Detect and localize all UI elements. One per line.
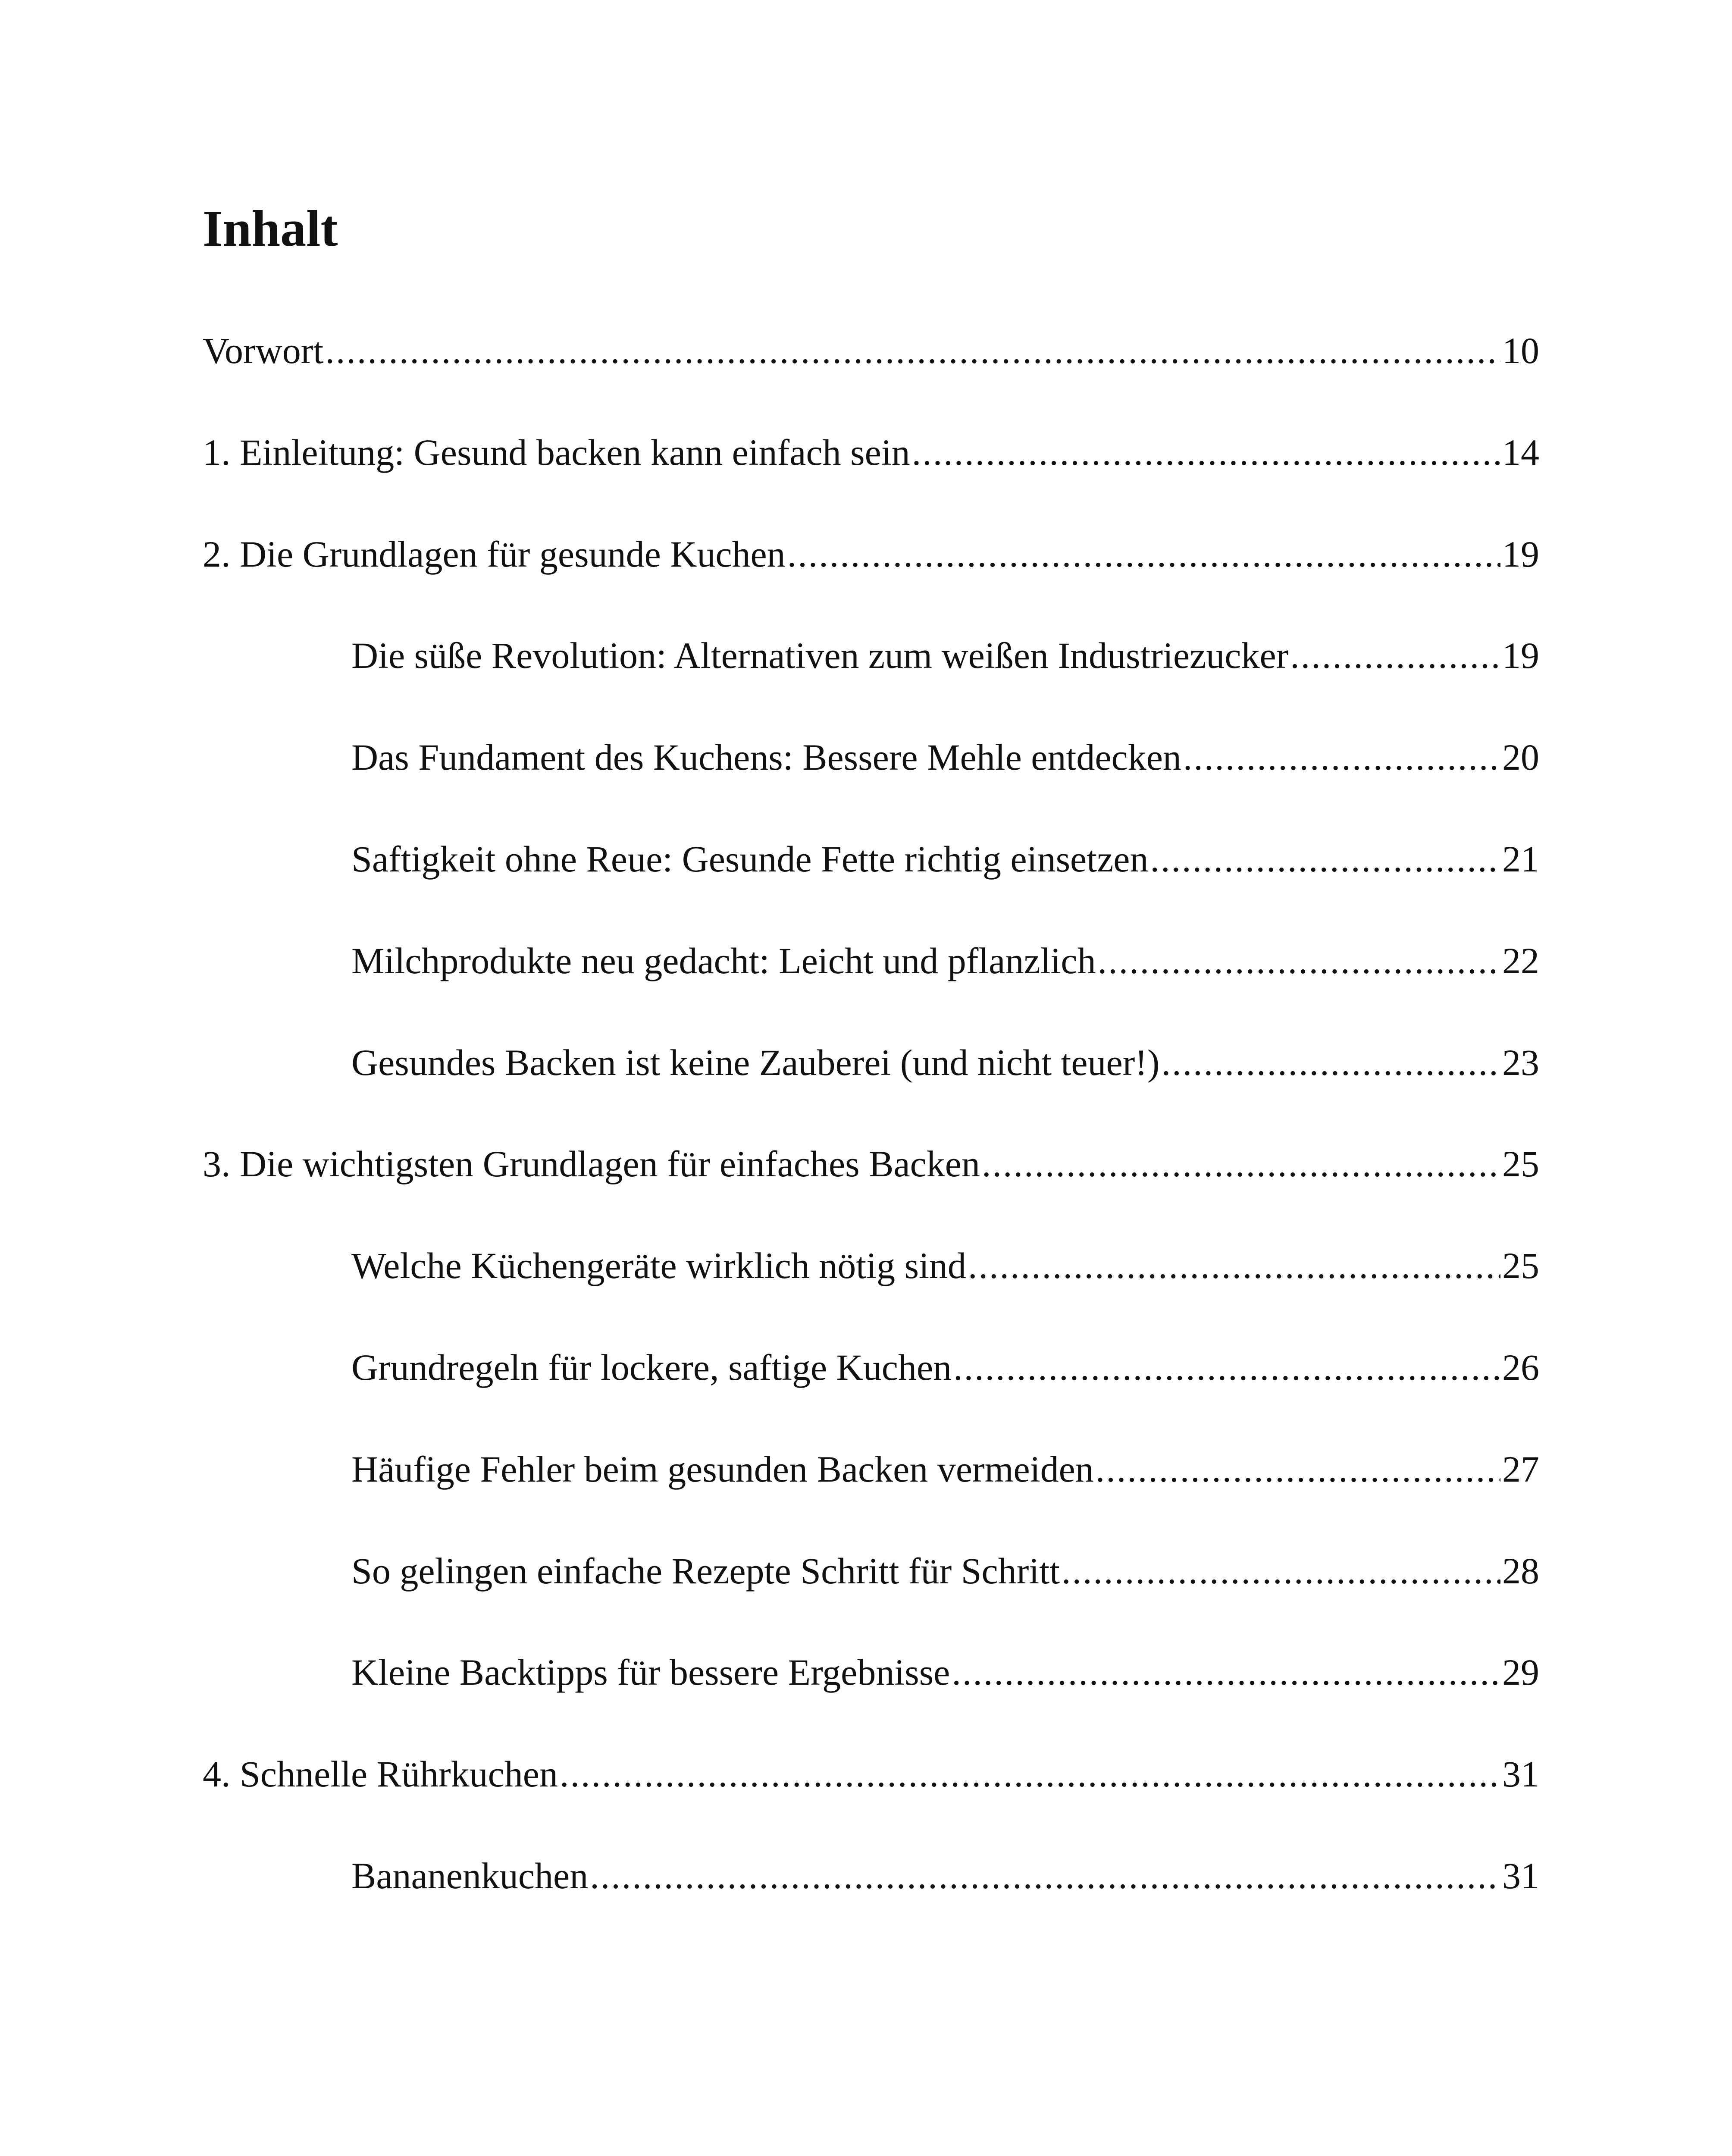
- toc-page-number: 25: [1502, 1143, 1539, 1185]
- toc-dot-leader: [952, 1654, 1500, 1691]
- toc-entry-title: 1. Einleitung: Gesund backen kann einfach sein: [203, 431, 910, 473]
- toc-entry: [203, 1247, 1539, 1349]
- toc-entry-title: Häufige Fehler beim gesunden Backen vermeiden: [351, 1448, 1094, 1490]
- toc-dot-leader: [590, 1857, 1500, 1894]
- toc-dot-leader: [982, 1145, 1500, 1182]
- toc-dot-leader: [1290, 637, 1500, 674]
- toc-page-number: 25: [1502, 1245, 1539, 1287]
- toc-entry: [203, 332, 1539, 434]
- toc-entry: [203, 1448, 1539, 1552]
- toc-entry: [203, 942, 1539, 1044]
- toc-page-number: 21: [1502, 838, 1539, 880]
- toc-entry-title: Die süße Revolution: Alternativen zum weißen Industriezucker: [351, 635, 1289, 677]
- toc-entry-title: Grundregeln für lockere, saftige Kuchen: [351, 1346, 952, 1388]
- toc-entry-title: 4. Schnelle Rührkuchen: [203, 1753, 558, 1795]
- toc-dot-leader: [1062, 1552, 1500, 1589]
- toc-page-number: 26: [1502, 1346, 1539, 1388]
- toc-dot-leader: [1098, 942, 1500, 979]
- table-of-contents: [203, 332, 1539, 1959]
- toc-page-number: 10: [1502, 330, 1539, 371]
- toc-page-number: 20: [1502, 736, 1539, 778]
- toc-dot-leader: [560, 1755, 1500, 1792]
- toc-page-number: 23: [1502, 1041, 1539, 1083]
- toc-page-number: 19: [1502, 533, 1539, 575]
- toc-dot-leader: [1150, 840, 1500, 877]
- toc-dot-leader: [1096, 1451, 1500, 1488]
- toc-page-number: 14: [1502, 431, 1539, 473]
- toc-entry-title: Milchprodukte neu gedacht: Leicht und pflanzlich: [351, 940, 1096, 981]
- toc-entry-title: Gesundes Backen ist keine Zauberei (und nicht teuer!): [351, 1041, 1160, 1083]
- toc-dot-leader: [325, 332, 1500, 369]
- toc-entry: [203, 1145, 1539, 1247]
- toc-title: Inhalt: [203, 200, 338, 257]
- toc-entry: [203, 736, 1539, 840]
- toc-entry: [203, 637, 1539, 739]
- toc-entry: [203, 1755, 1539, 1857]
- toc-page-number: 22: [1502, 940, 1539, 981]
- toc-entry: [203, 1041, 1539, 1146]
- toc-page-number: 28: [1502, 1550, 1539, 1592]
- toc-dot-leader: [953, 1349, 1500, 1386]
- toc-dot-leader: [968, 1247, 1500, 1284]
- toc-page-number: 31: [1502, 1753, 1539, 1795]
- toc-entry-title: Welche Küchengeräte wirklich nötig sind: [351, 1245, 966, 1287]
- toc-entry: [203, 533, 1539, 637]
- toc-dot-leader: [1183, 739, 1500, 776]
- toc-entry-title: Bananenkuchen: [351, 1855, 589, 1896]
- toc-page-number: 31: [1502, 1855, 1539, 1896]
- toc-page-number: 29: [1502, 1651, 1539, 1693]
- toc-entry: [203, 1552, 1539, 1654]
- toc-dot-leader: [912, 434, 1500, 471]
- toc-dot-leader: [1162, 1044, 1500, 1081]
- toc-entry-title: 2. Die Grundlagen für gesunde Kuchen: [203, 533, 786, 575]
- toc-entry: [203, 1346, 1539, 1451]
- toc-entry-title: 3. Die wichtigsten Grundlagen für einfaches Backen: [203, 1143, 980, 1185]
- toc-entry: [203, 840, 1539, 942]
- toc-entry-title: Das Fundament des Kuchens: Bessere Mehle entdecken: [351, 736, 1181, 778]
- toc-page-number: 19: [1502, 635, 1539, 677]
- toc-entry: [203, 431, 1539, 536]
- toc-entry: [203, 1651, 1539, 1755]
- toc-entry-title: Kleine Backtipps für bessere Ergebnisse: [351, 1651, 950, 1693]
- toc-page-number: 27: [1502, 1448, 1539, 1490]
- toc-entry-title: So gelingen einfache Rezepte Schritt für Schritt: [351, 1550, 1060, 1592]
- toc-entry-title: Vorwort: [203, 330, 324, 371]
- toc-entry: [203, 1857, 1539, 1959]
- toc-dot-leader: [787, 536, 1500, 573]
- toc-entry-title: Saftigkeit ohne Reue: Gesunde Fette richtig einsetzen: [351, 838, 1149, 880]
